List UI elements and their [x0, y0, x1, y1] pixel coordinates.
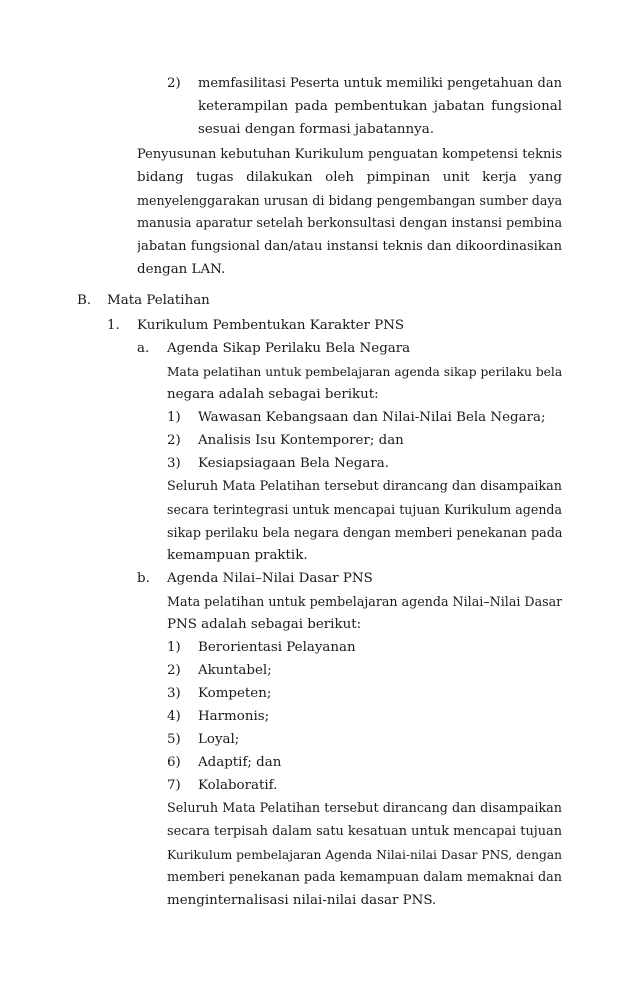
paragraph-line: jabatan fungsional dan/atau instansi teknis dan dikoordinasikan — [137, 239, 562, 254]
paragraph-line: negara adalah sebagai berikut: — [167, 387, 379, 402]
list-number: 3) — [167, 686, 181, 701]
paragraph-line: sikap perilaku bela negara dengan memberi penekanan pada — [167, 525, 562, 540]
list-number: 3) — [167, 456, 181, 471]
paragraph-line: memberi penekanan pada kemampuan dalam memaknai dan — [167, 870, 562, 885]
paragraph-line: Seluruh Mata Pelatihan tersebut dirancang dan disampaikan — [167, 479, 562, 494]
paragraph-line: manusia aparatur setelah berkonsultasi dengan instansi pembina — [137, 216, 562, 231]
list-number: 6) — [167, 755, 181, 770]
list-item-text: Analisis Isu Kontemporer; dan — [198, 433, 404, 448]
section-letter: B. — [77, 293, 92, 308]
agenda-title: Agenda Sikap Perilaku Bela Negara — [167, 341, 411, 356]
list-item-text: Kolaboratif. — [198, 778, 278, 793]
paragraph-line: Mata pelatihan untuk pembelajaran agenda sikap perilaku bela — [167, 365, 562, 379]
list-item-text: Kompeten; — [198, 686, 272, 701]
list-number: 4) — [167, 709, 181, 724]
list-number: 1) — [167, 410, 181, 425]
section-title: Mata Pelatihan — [107, 293, 210, 308]
list-item-text: Berorientasi Pelayanan — [198, 640, 356, 655]
paragraph-line: Kurikulum pembelajaran Agenda Nilai-nilai Dasar PNS, dengan — [167, 848, 562, 862]
paragraph-line: secara terintegrasi untuk mencapai tujuan Kurikulum agenda — [167, 502, 562, 517]
list-item-text: memfasilitasi Peserta untuk memiliki pengetahuan dan — [198, 76, 562, 91]
list-number: 5) — [167, 732, 181, 747]
paragraph-line: bidang tugas dilakukan oleh pimpinan unit kerja yang — [137, 170, 562, 185]
list-item-text: Loyal; — [198, 732, 240, 747]
agenda-title: Agenda Nilai–Nilai Dasar PNS — [167, 571, 373, 586]
paragraph-line: Mata pelatihan untuk pembelajaran agenda Nilai–Nilai Dasar — [167, 594, 562, 609]
list-number: 1) — [167, 640, 181, 655]
agenda-letter: b. — [137, 571, 150, 586]
paragraph-line: secara terpisah dalam satu kesatuan untuk mencapai tujuan — [167, 824, 562, 839]
paragraph-line: menginternalisasi nilai-nilai dasar PNS. — [167, 893, 437, 908]
paragraph-line: kemampuan praktik. — [167, 548, 308, 563]
subsection-title: Kurikulum Pembentukan Karakter PNS — [137, 318, 405, 333]
list-number: 2) — [167, 76, 181, 91]
list-number: 2) — [167, 433, 181, 448]
agenda-letter: a. — [137, 341, 150, 356]
list-number: 7) — [167, 778, 181, 793]
subsection-number: 1. — [107, 318, 120, 333]
list-item-text: Harmonis; — [198, 709, 270, 724]
list-number: 2) — [167, 663, 181, 678]
paragraph-line: PNS adalah sebagai berikut: — [167, 617, 362, 632]
paragraph-line: Penyusunan kebutuhan Kurikulum penguatan kompetensi teknis — [137, 147, 562, 162]
list-item-text: sesuai dengan formasi jabatannya. — [198, 122, 434, 137]
list-item-text: Kesiapsiagaan Bela Negara. — [198, 456, 389, 471]
list-item-text: keterampilan pada pembentukan jabatan fungsional — [198, 99, 562, 114]
list-item-text: Adaptif; dan — [198, 755, 282, 770]
paragraph-line: menyelenggarakan urusan di bidang pengembangan sumber daya — [137, 193, 562, 208]
list-item-text: Wawasan Kebangsaan dan Nilai-Nilai Bela Negara; — [198, 410, 546, 425]
paragraph-line: dengan LAN. — [137, 262, 226, 277]
list-item-text: Akuntabel; — [198, 663, 272, 678]
paragraph-line: Seluruh Mata Pelatihan tersebut dirancang dan disampaikan — [167, 801, 562, 816]
